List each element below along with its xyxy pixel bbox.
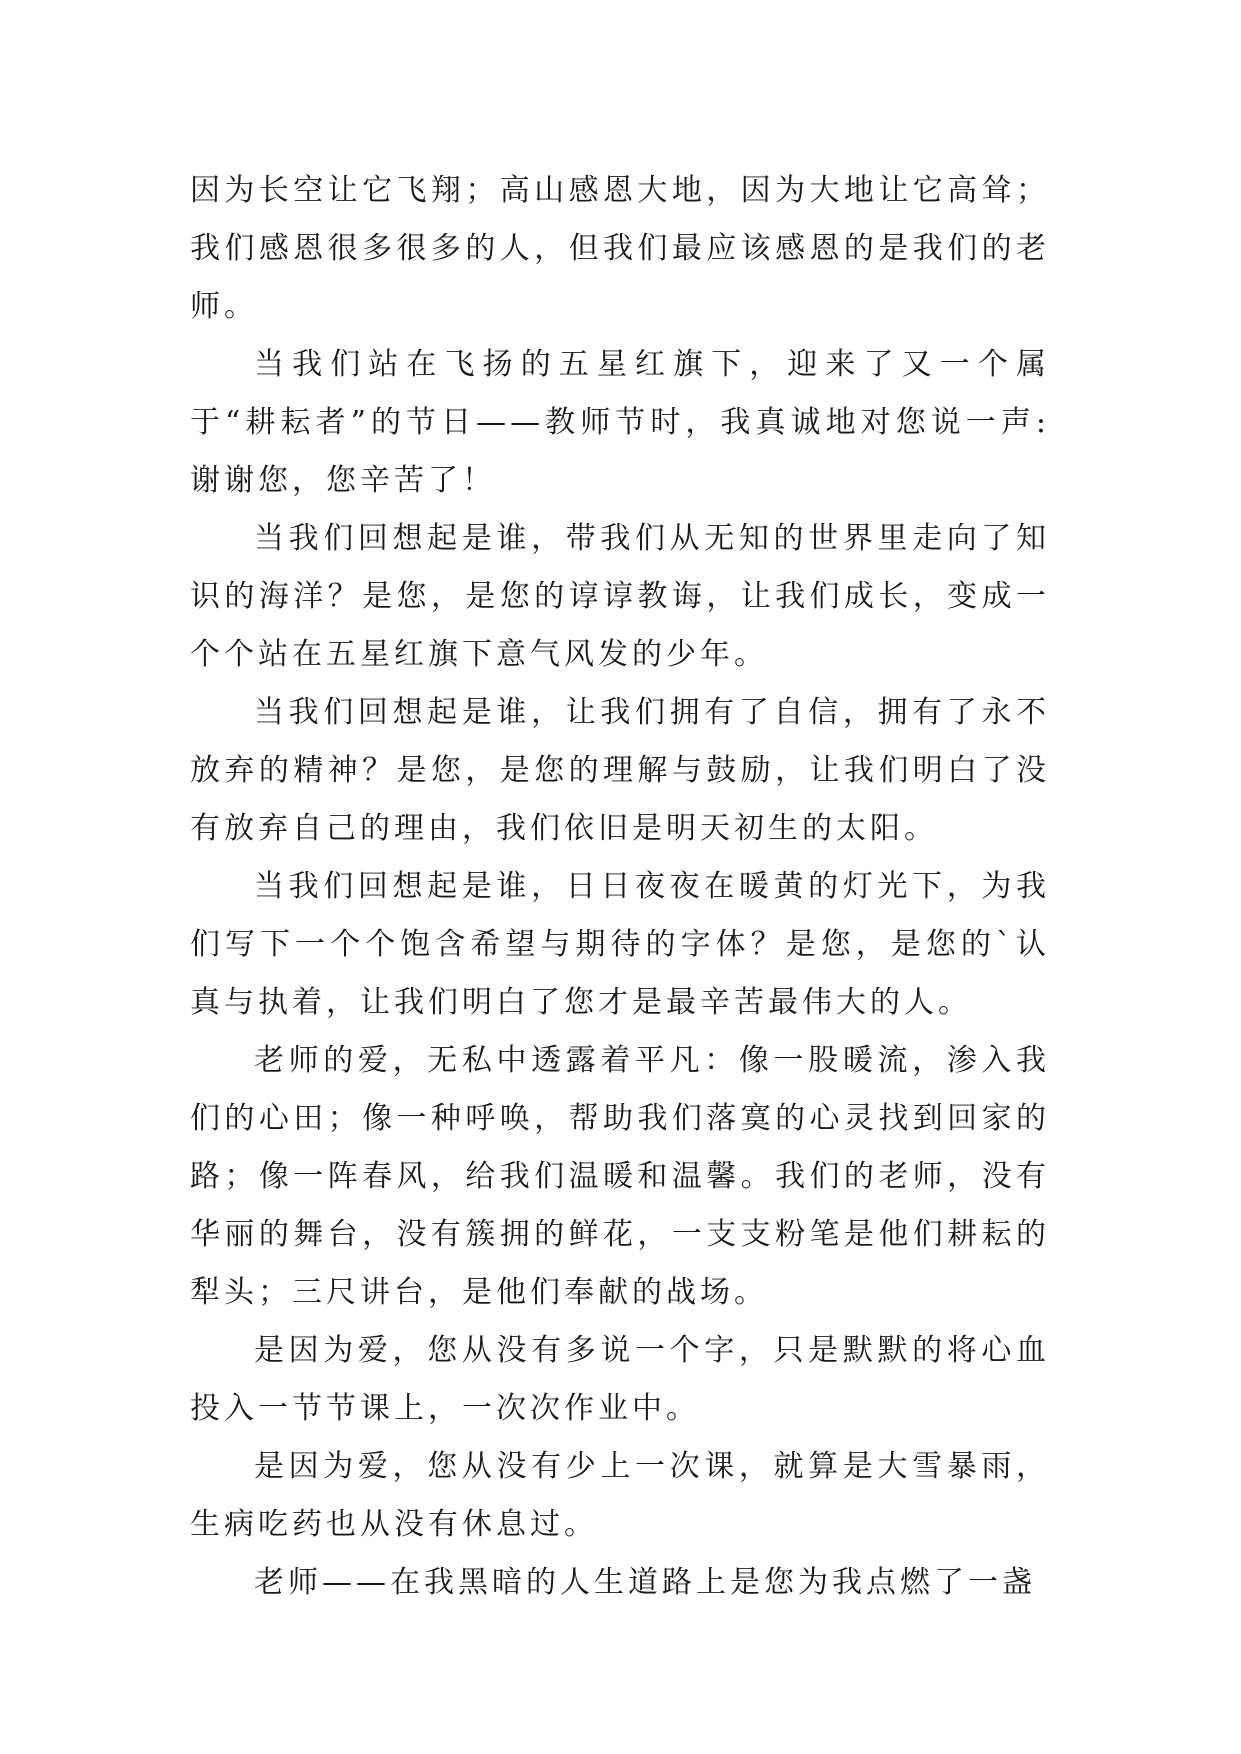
document-body: [190, 162, 1050, 1612]
paragraph-4: 当我们回想起是谁，让我们拥有了自信，拥有了永不放弃的精神？是您，是您的理解与鼓励，让我们明白了没有放弃自己的理由，我们依旧是明天初生的太阳。: [190, 695, 1050, 846]
paragraph-8: 是因为爱，您从没有少上一次课，就算是大雪暴雨，生病吃药也从没有休息过。: [190, 1449, 1050, 1542]
paragraph-9: 老师——在我黑暗的人生道路上是您为我点燃了一盏: [254, 1565, 1036, 1600]
paragraph-5: 当我们回想起是谁，日日夜夜在暖黄的灯光下，为我们写下一个个饱含希望与期待的字体？是您，是您的`认真与执着，让我们明白了您才是最辛苦最伟大的人。: [190, 869, 1050, 1020]
paragraph-2: 当我们站在飞扬的五星红旗下，迎来了又一个属于“耕耘者”的节日——教师节时，我真诚地对您说一声:谢谢您，您辛苦了！: [190, 347, 1050, 498]
paragraph-1: 因为长空让它飞翔；高山感恩大地，因为大地让它高耸；我们感恩很多很多的人，但我们最应该感恩的是我们的老师。: [190, 173, 1050, 324]
paragraph-6: 老师的爱，无私中透露着平凡：像一股暖流，渗入我们的心田；像一种呼唤，帮助我们落寞的心灵找到回家的路；像一阵春风，给我们温暖和温馨。我们的老师，没有华丽的舞台，没有簇拥的鲜花，一支支粉笔是他们耕耘的犁头；三尺讲台，是他们奉献的战场。: [190, 1043, 1050, 1310]
paragraph-3: 当我们回想起是谁，带我们从无知的世界里走向了知识的海洋？是您，是您的谆谆教诲，让我们成长，变成一个个站在五星红旗下意气风发的少年。: [190, 521, 1050, 672]
paragraph-7: 是因为爱，您从没有多说一个字，只是默默的将心血投入一节节课上，一次次作业中。: [190, 1333, 1050, 1426]
